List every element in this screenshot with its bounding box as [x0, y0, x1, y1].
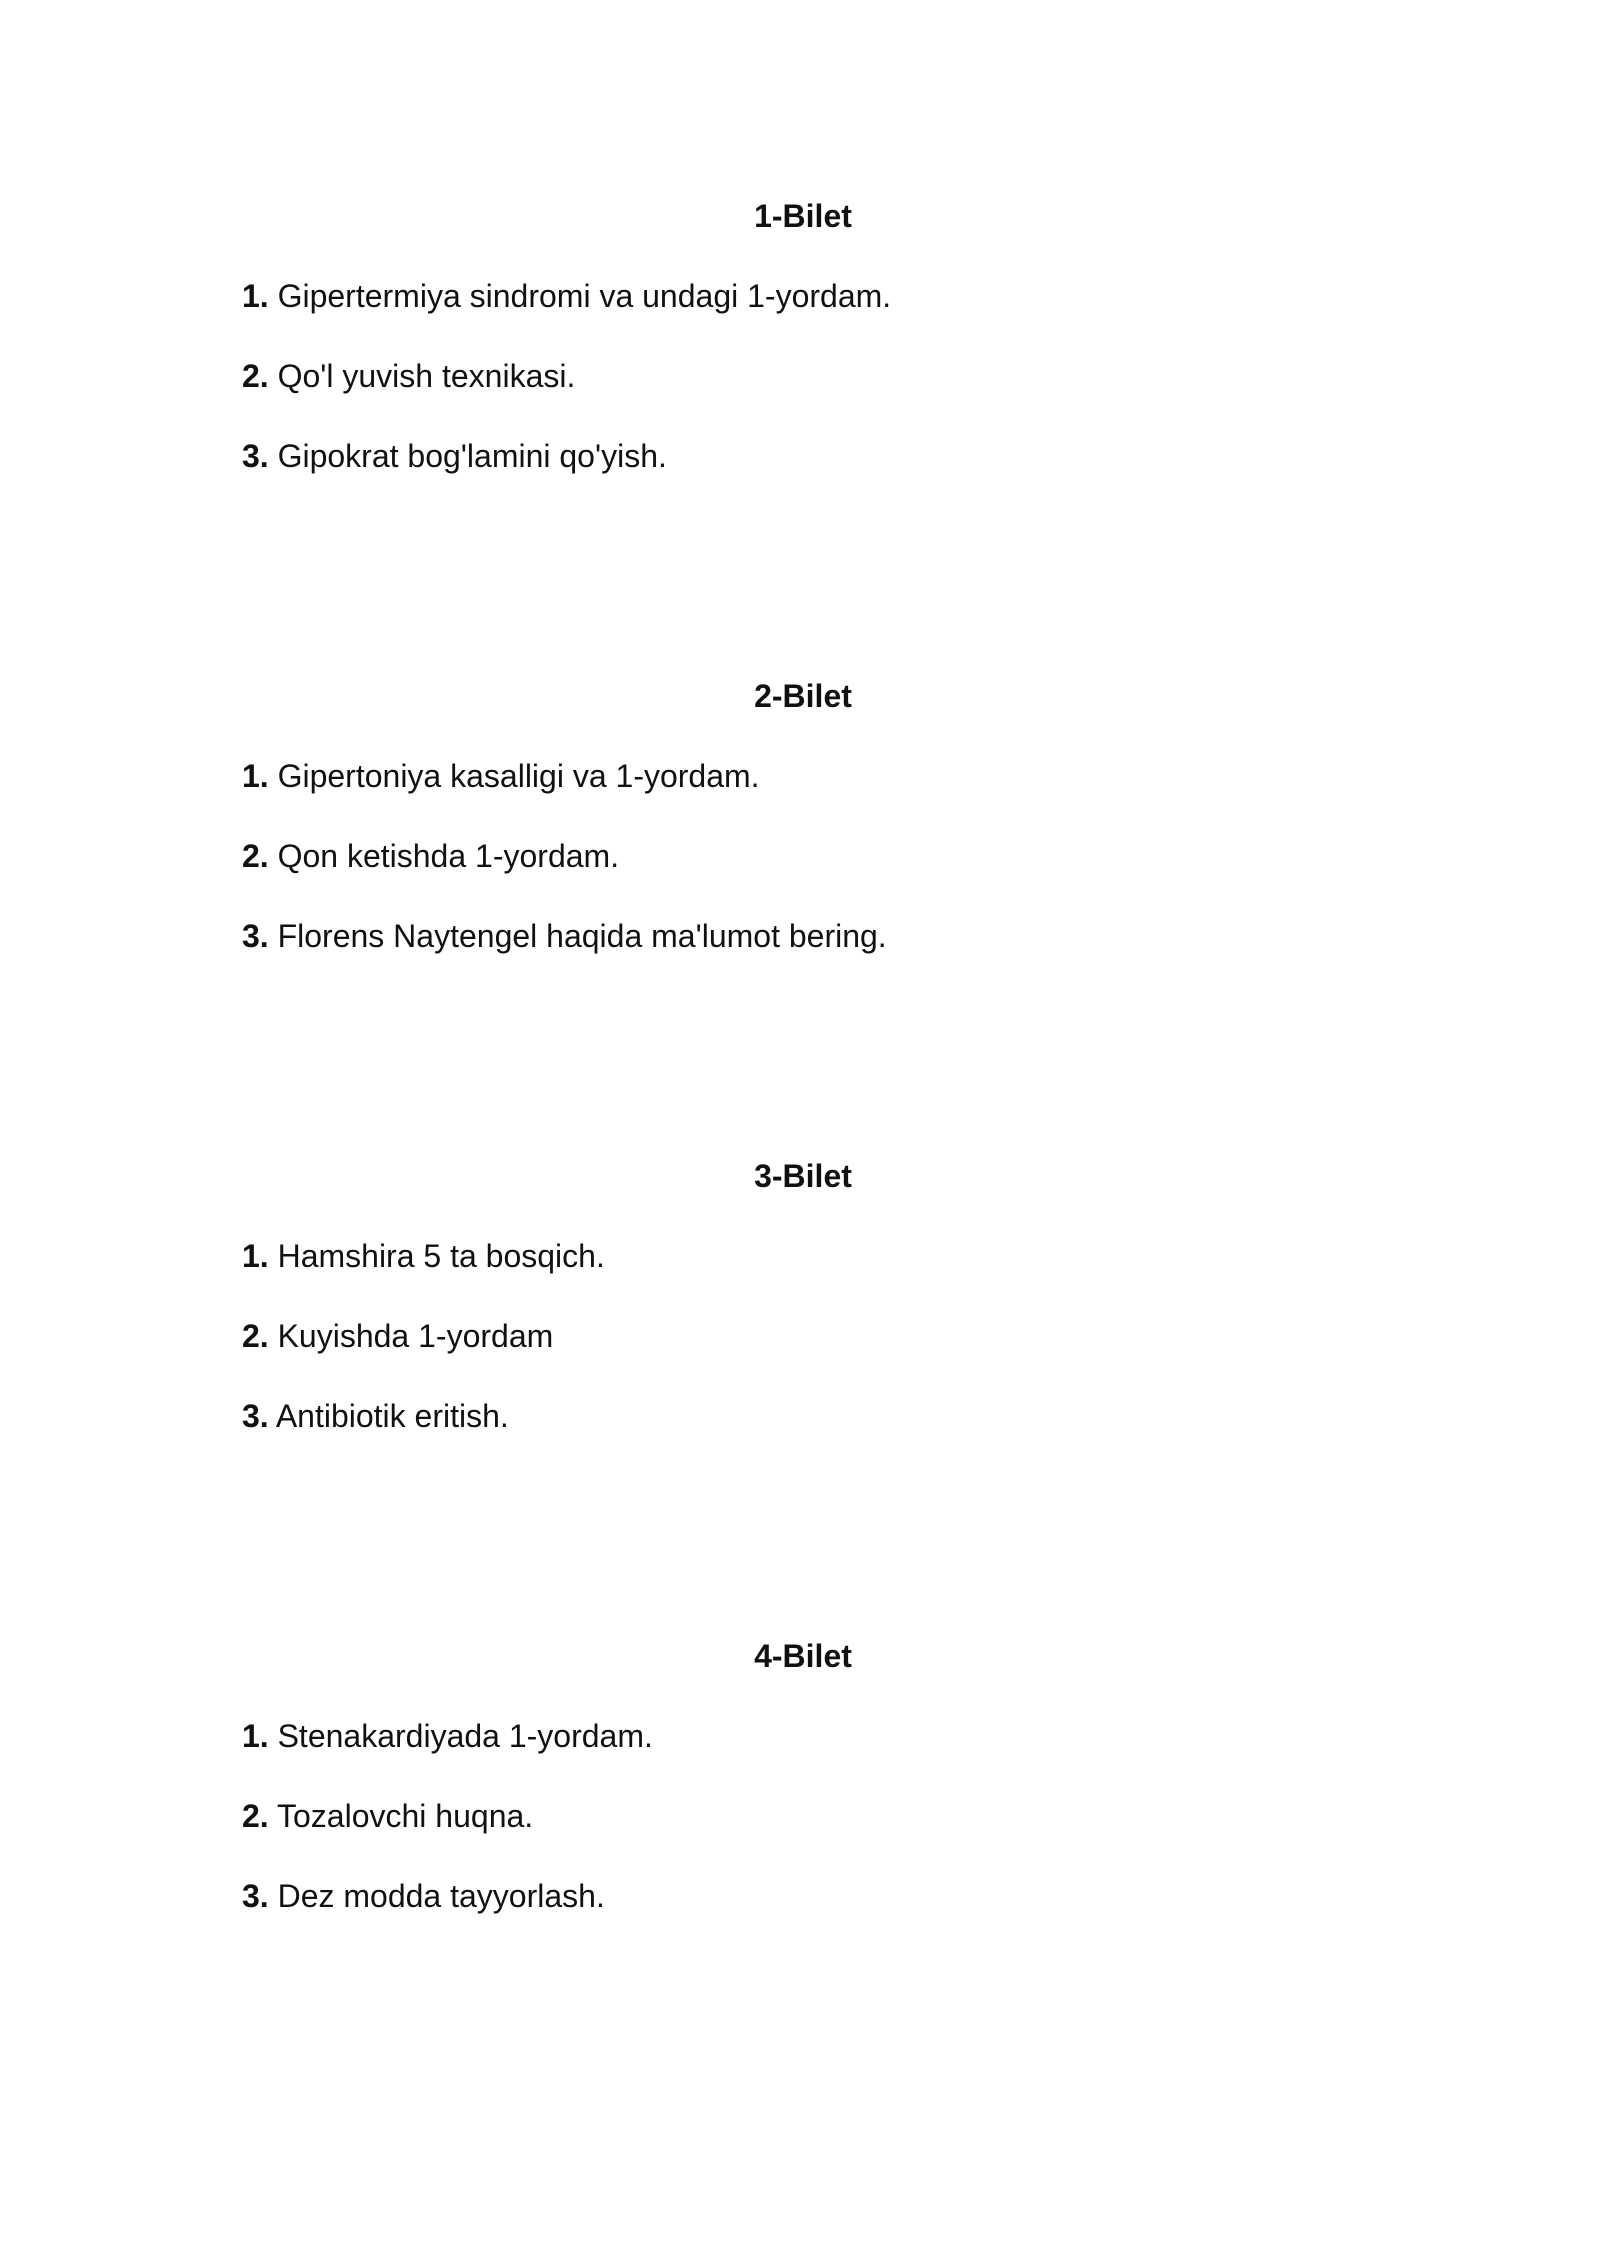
question-text: Tozalovchi huqna. — [268, 1798, 534, 1834]
question-number: 2. — [242, 358, 269, 394]
question-item — [242, 1716, 653, 1756]
question-text: Gipokrat bog'lamini qo'yish. — [268, 438, 667, 474]
ticket-title-text: 2-Bilet — [754, 678, 852, 714]
question-number: 2. — [242, 1798, 269, 1834]
question-item — [242, 756, 760, 796]
question-item — [242, 1236, 605, 1276]
question-number: 1. — [242, 278, 269, 314]
question-text: Florens Naytengel haqida ma'lumot bering. — [268, 918, 887, 954]
question-text: Antibiotik eritish. — [268, 1398, 509, 1434]
question-number: 2. — [242, 1318, 269, 1354]
question-text: Kuyishda 1-yordam — [268, 1318, 554, 1354]
question-text: Qon ketishda 1-yordam. — [268, 838, 620, 874]
question-item — [242, 916, 887, 956]
question-text: Dez modda tayyorlash. — [268, 1878, 605, 1914]
question-text: Gipertermiya sindromi va undagi 1-yordam. — [268, 278, 892, 314]
question-number: 3. — [242, 1878, 269, 1914]
ticket-title — [0, 676, 1600, 716]
question-text: Stenakardiyada 1-yordam. — [268, 1718, 653, 1754]
question-item — [242, 1396, 509, 1436]
question-number: 1. — [242, 1238, 269, 1274]
question-item — [242, 356, 575, 396]
question-text: Hamshira 5 ta bosqich. — [268, 1238, 605, 1274]
ticket-title — [0, 196, 1600, 236]
ticket-title-text: 4-Bilet — [754, 1638, 852, 1674]
ticket-title — [0, 1636, 1600, 1676]
ticket-title-text: 1-Bilet — [754, 198, 852, 234]
question-number: 2. — [242, 838, 269, 874]
question-item — [242, 1876, 605, 1916]
question-text: Gipertoniya kasalligi va 1-yordam. — [268, 758, 760, 794]
question-item — [242, 436, 667, 476]
question-item — [242, 1796, 533, 1836]
question-number: 1. — [242, 1718, 269, 1754]
question-number: 3. — [242, 1398, 269, 1434]
question-item — [242, 276, 891, 316]
question-number: 3. — [242, 438, 269, 474]
question-item — [242, 1316, 553, 1356]
question-text: Qo'l yuvish texnikasi. — [268, 358, 576, 394]
ticket-title-text: 3-Bilet — [754, 1158, 852, 1194]
question-number: 3. — [242, 918, 269, 954]
question-number: 1. — [242, 758, 269, 794]
ticket-title — [0, 1156, 1600, 1196]
question-item — [242, 836, 619, 876]
